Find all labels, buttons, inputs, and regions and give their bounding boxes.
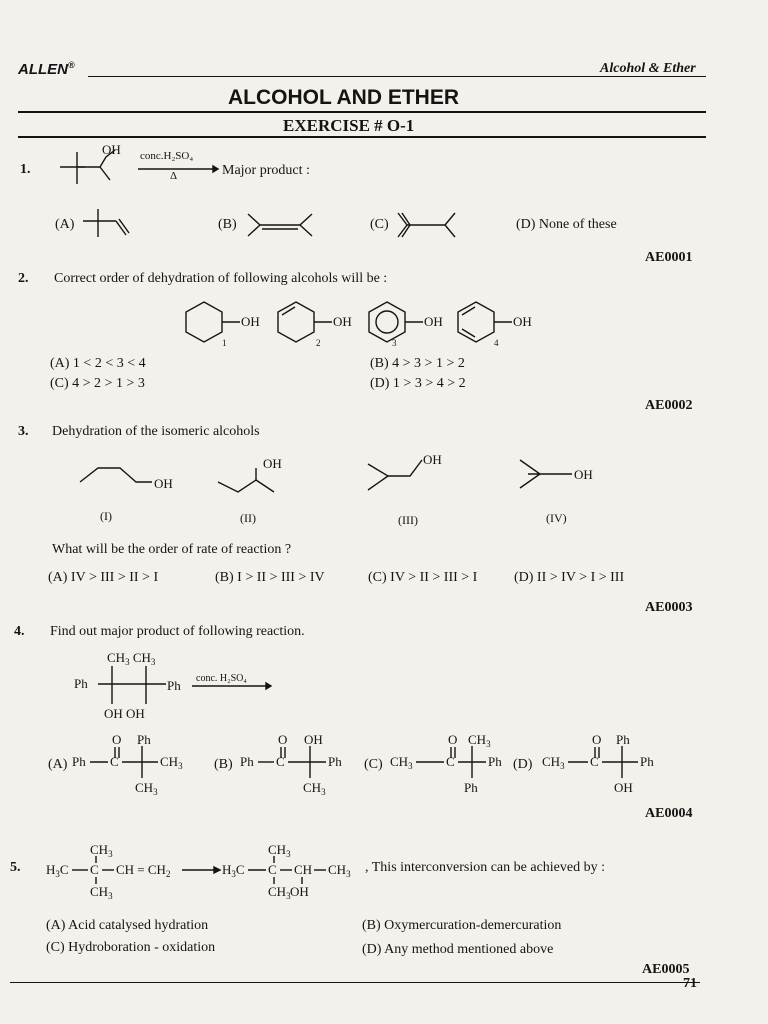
q3-label-1: (I) — [100, 509, 112, 523]
q1-opt-a[interactable]: (A) — [55, 217, 75, 232]
q3-question: What will be the order of rate of reaction ? — [52, 542, 292, 557]
q5-number: 5. — [10, 860, 21, 875]
svg-text:Ph: Ph — [137, 732, 151, 747]
q2-text: Correct order of dehydration of following alcohols will be : — [54, 271, 388, 286]
exercise-rule — [18, 136, 706, 138]
q1-condition: Δ — [170, 170, 178, 182]
footer-rule — [10, 982, 700, 983]
svg-text:C: C — [110, 754, 119, 769]
q2-label-1: 1 — [222, 338, 227, 348]
q1-opt-c-structure — [395, 208, 475, 244]
q3-text: Dehydration of the isomeric alcohols — [52, 424, 260, 439]
q3-oh-3: OH — [423, 452, 442, 467]
svg-text:O: O — [112, 732, 122, 747]
q4-opt-d[interactable]: (D) — [513, 757, 533, 772]
q5-opt-d[interactable]: (D) Any method mentioned above — [362, 942, 554, 957]
q4-code: AE0004 — [645, 806, 693, 821]
q1-opt-a-structure — [78, 205, 148, 245]
q1-reagent: conc.H₂SO₄ — [140, 150, 194, 162]
q1-opt-b-structure — [245, 208, 325, 244]
q3-opt-a[interactable]: (A) IV > III > II > I — [48, 570, 159, 585]
q2-number: 2. — [18, 271, 29, 286]
svg-text:CH3: $CH_3$ — [160, 754, 183, 771]
q2-oh-2: OH — [333, 314, 352, 329]
brand-logo — [18, 60, 75, 78]
svg-text:H3C: $H_3C$ — [46, 862, 69, 879]
q4-opt-b[interactable]: (B) — [214, 757, 233, 772]
chapter-name: Alcohol & Ether — [600, 61, 696, 76]
q3-opt-d[interactable]: (D) II > IV > I > III — [514, 570, 625, 585]
q1-code: AE0001 — [645, 250, 693, 265]
brand-mark: ® — [68, 60, 75, 70]
svg-text:CH3: $CH_3$ — [135, 780, 158, 797]
page-number: 71 — [683, 976, 697, 991]
q4-number: 4. — [14, 624, 25, 639]
svg-text:CH3 CH3: $CH_3$ $CH_3$ — [107, 650, 156, 667]
q2-opt-d[interactable]: (D) 1 > 3 > 4 > 2 — [370, 376, 466, 391]
q2-opt-b[interactable]: (B) 4 > 3 > 1 > 2 — [370, 356, 465, 371]
q3-opt-c[interactable]: (C) IV > II > III > I — [368, 570, 478, 585]
svg-text:CH = CH2: CH = $CH_2$ — [116, 862, 171, 879]
svg-text:OH: OH — [304, 732, 323, 747]
svg-text:O: O — [592, 732, 602, 747]
svg-text:O: O — [278, 732, 288, 747]
title-rule — [18, 111, 706, 113]
q1-text: Major product : — [222, 163, 310, 178]
svg-text:Ph: Ph — [640, 754, 654, 769]
q3-label-4: (IV) — [546, 511, 567, 525]
q5-code: AE0005 — [642, 962, 690, 977]
svg-text:CH3: $CH_3$ — [468, 732, 491, 749]
svg-text:CH3: $CH_3$ — [303, 780, 326, 797]
svg-text:Ph: Ph — [328, 754, 342, 769]
svg-text:Ph: Ph — [464, 780, 478, 795]
q4-opt-c-structure — [390, 730, 520, 796]
svg-text:CH3: $CH_3$ — [390, 754, 413, 771]
q2-oh-1: OH — [241, 314, 260, 329]
q2-label-3: 3 — [392, 338, 397, 348]
q3-structures — [70, 446, 630, 536]
svg-text:Ph: Ph — [72, 754, 86, 769]
page-title: ALCOHOL AND ETHER — [228, 86, 459, 109]
q3-label-3: (III) — [398, 513, 418, 527]
q4-opt-a[interactable]: (A) — [48, 757, 68, 772]
svg-text:CH: CH — [294, 862, 313, 877]
svg-text:H3C: $H_3C$ — [222, 862, 245, 879]
svg-text:C: C — [446, 754, 455, 769]
q4-reaction-arrow — [192, 680, 272, 694]
q1-number: 1. — [20, 162, 31, 177]
q4-opt-d-structure — [542, 730, 672, 796]
q2-structures — [180, 296, 560, 350]
q4-opt-b-structure — [240, 730, 360, 796]
q3-label-2: (II) — [240, 511, 256, 525]
q5-text: , This interconversion can be achieved by : — [365, 860, 605, 875]
q3-number: 3. — [18, 424, 29, 439]
svg-text:CH3: $CH_3$ — [268, 884, 291, 901]
q1-reaction-arrow — [138, 160, 218, 180]
svg-text:C: C — [90, 862, 99, 877]
svg-text:Ph: Ph — [240, 754, 254, 769]
q2-oh-3: OH — [424, 314, 443, 329]
q3-opt-b[interactable]: (B) I > II > III > IV — [215, 570, 325, 585]
svg-text:OH: OH — [290, 884, 309, 899]
q5-opt-a[interactable]: (A) Acid catalysed hydration — [46, 918, 209, 933]
q2-label-4: 4 — [494, 338, 499, 348]
q1-reactant-structure — [55, 140, 135, 190]
q2-label-2: 2 — [316, 338, 321, 348]
svg-text:CH3: $CH_3$ — [328, 862, 351, 879]
svg-text:OH OH: OH OH — [104, 706, 145, 721]
svg-text:Ph: Ph — [167, 678, 181, 693]
q4-opt-c[interactable]: (C) — [364, 757, 383, 772]
q5-opt-b[interactable]: (B) Oxymercuration-demercuration — [362, 918, 562, 933]
q5-reaction-scheme — [46, 834, 366, 904]
exercise-title: EXERCISE # O-1 — [283, 116, 415, 135]
q3-oh-2: OH — [263, 456, 282, 471]
q4-reagent: conc. H₂SO₄ — [196, 673, 247, 684]
q1-opt-d[interactable]: (D) None of these — [516, 217, 617, 232]
q4-text: Find out major product of following reaction. — [50, 624, 305, 639]
q5-opt-c[interactable]: (C) Hydroboration - oxidation — [46, 940, 216, 955]
q2-code: AE0002 — [645, 398, 693, 413]
q1-opt-c[interactable]: (C) — [370, 217, 389, 232]
q4-reactant-structure — [74, 648, 204, 720]
q3-code: AE0003 — [645, 600, 693, 615]
brand-name: ALLEN — [18, 61, 68, 78]
q1-opt-b[interactable]: (B) — [218, 217, 237, 232]
svg-text:CH3: $CH_3$ — [542, 754, 565, 771]
svg-text:CH3: $CH_3$ — [90, 884, 113, 901]
q1-oh-label: OH — [102, 142, 121, 157]
q3-oh-4: OH — [574, 467, 593, 482]
q3-oh-1: OH — [154, 476, 173, 491]
svg-text:Ph: Ph — [74, 676, 88, 691]
q2-oh-4: OH — [513, 314, 532, 329]
q2-opt-a[interactable]: (A) 1 < 2 < 3 < 4 — [50, 356, 146, 371]
svg-text:Ph: Ph — [616, 732, 630, 747]
q2-opt-c[interactable]: (C) 4 > 2 > 1 > 3 — [50, 376, 145, 391]
svg-text:Ph: Ph — [488, 754, 502, 769]
svg-text:C: C — [590, 754, 599, 769]
svg-text:OH: OH — [614, 780, 633, 795]
svg-text:O: O — [448, 732, 458, 747]
q4-opt-a-structure — [72, 730, 202, 796]
svg-text:CH3: $CH_3$ — [268, 842, 291, 859]
svg-text:CH3: $CH_3$ — [90, 842, 113, 859]
svg-text:C: C — [268, 862, 277, 877]
svg-text:C: C — [276, 754, 285, 769]
